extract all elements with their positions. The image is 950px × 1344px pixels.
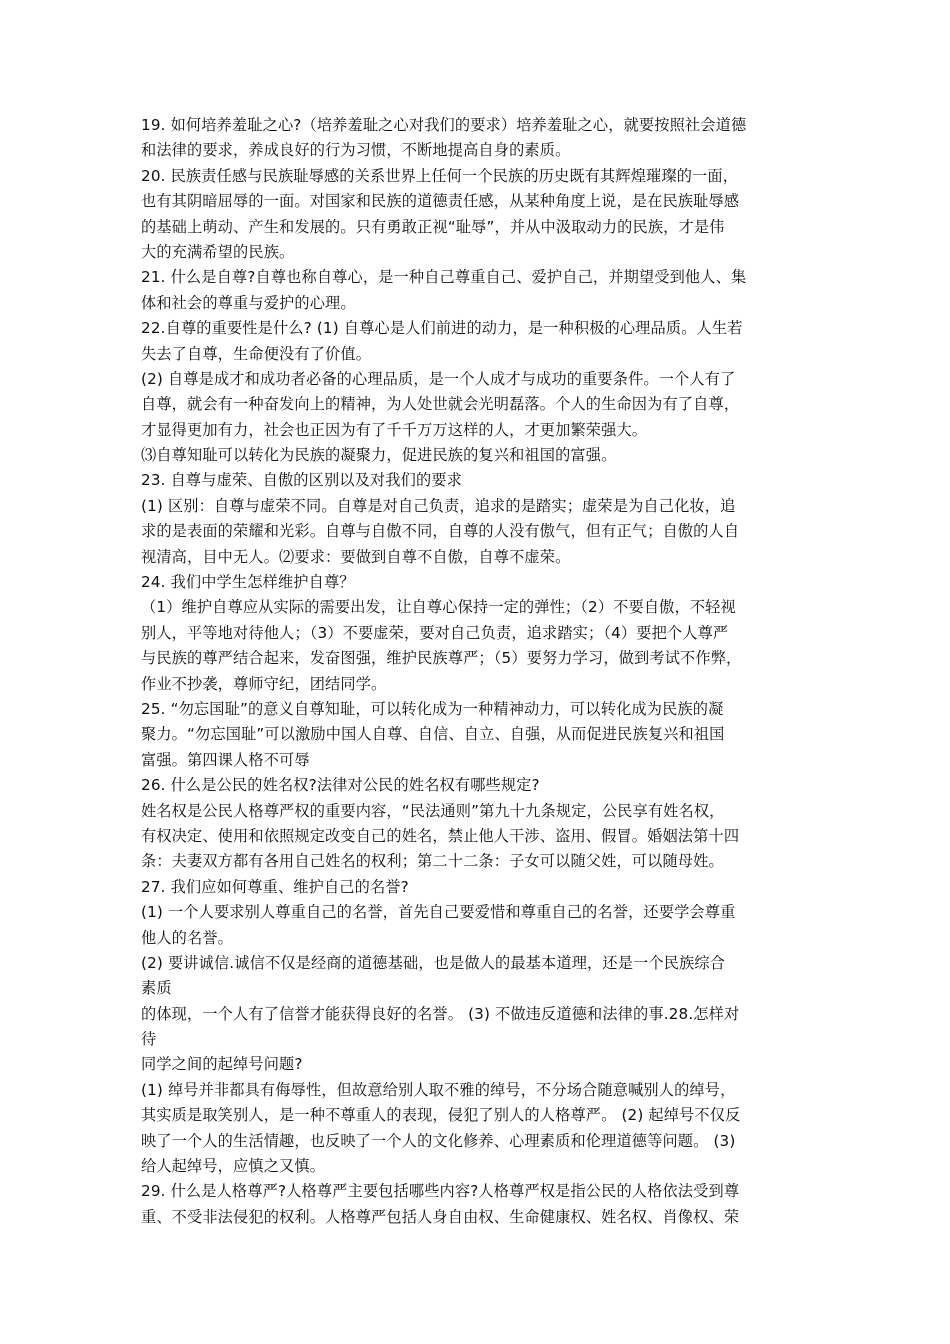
text-line: 的体现，一个人有了信誉才能获得良好的名誉。 (3) 不做违反道德和法律的事.28.怎样对 [141,1004,740,1023]
text-line: (1) 区别：自尊与虚荣不同。自尊是对自己负责，追求的是踏实；虚荣是为自己化妆，追 [141,496,736,515]
text-line: 大的充满希望的民族。 [141,242,295,261]
text-line: 21. 什么是自尊?自尊也称自尊心，是一种自己尊重自己、爱护自己，并期望受到他人、集 [141,268,747,287]
text-line: 有权决定、使用和依照规定改变自己的姓名，禁止他人干涉、盗用、假冒。婚姻法第十四 [141,826,740,845]
text-line: 别人，平等地对待他人；（3）不要虚荣，要对自己负责，追求踏实；（4）要把个人尊严 [141,623,729,642]
text-line: 姓名权是公民人格尊严权的重要内容，“民法通则”第九十九条规定，公民享有姓名权， [141,801,725,820]
text-line: 27. 我们应如何尊重、维护自己的名誉? [141,877,409,896]
text-line: 20. 民族责任感与民族耻辱感的关系世界上任何一个民族的历史既有其辉煌璀璨的一面， [141,166,739,185]
text-line: 的基础上萌动、产生和发展的。只有勇敢正视“耻辱”，并从中汲取动力的民族，才是伟 [141,217,725,236]
document-body [141,113,821,1230]
text-line: 23. 自尊与虚荣、自傲的区别以及对我们的要求 [141,471,462,490]
text-line: 24. 我们中学生怎样维护自尊？ [141,573,355,592]
text-line: 失去了自尊，生命便没有了价值。 [141,344,372,363]
text-line: ⑶自尊知耻可以转化为民族的凝聚力，促进民族的复兴和祖国的富强。 [141,446,617,465]
text-line: 求的是表面的荣耀和光彩。自尊与自傲不同，自尊的人没有傲气，但有正气；自傲的人自 [141,522,740,541]
text-line: 素质 [141,979,172,998]
text-line: 体和社会的尊重与爱护的心理。 [141,293,356,312]
text-line: （1）维护自尊应从实际的需要出发，让自尊心保持一定的弹性；（2）不要自傲，不轻视 [141,598,736,617]
text-line: 富强。第四课人格不可辱 [141,750,310,769]
text-line: 重、不受非法侵犯的权利。人格尊严包括人身自由权、生命健康权、姓名权、肖像权、荣 [141,1207,740,1226]
text-line: 视清高，目中无人。⑵要求：要做到自尊不自傲，自尊不虚荣。 [141,547,571,566]
text-line: 也有其阴暗屈辱的一面。对国家和民族的道德责任感，从某种角度上说，是在民族耻辱感 [141,192,740,211]
text-line: 才显得更加有力，社会也正因为有了千千万万这样的人，才更加繁荣强大。 [141,420,648,439]
text-line: 同学之间的起绰号问题? [141,1055,303,1074]
text-line: 映了一个人的生活情趣，也反映了一个人的文化修养、心理素质和伦理道德等问题。 (3) [141,1131,736,1150]
text-line: 其实质是取笑别人，是一种不尊重人的表现，侵犯了别人的人格尊严。 (2) 起绰号不仅反 [141,1106,741,1125]
text-line: (1) 绰号并非都具有侮辱性，但故意给别人取不雅的绰号，不分场合随意喊别人的绰号， [141,1080,736,1099]
text-line: 22.自尊的重要性是什么? (1) 自尊心是人们前进的动力，是一种积极的心理品质。人生若 [141,319,743,338]
text-line: (2) 要讲诚信.诚信不仅是经商的道德基础，也是做人的最基本道理，还是一个民族综合 [141,953,726,972]
text-line: 他人的名誉。 [141,928,234,947]
text-line: (1) 一个人要求别人尊重自己的名誉，首先自己要爱惜和尊重自己的名誉，还要学会尊重 [141,903,736,922]
text-line: 25. “勿忘国耻”的意义自尊知耻，可以转化成为一种精神动力，可以转化成为民族的凝 [141,699,724,718]
text-line: (2) 自尊是成才和成功者必备的心理品质，是一个人成才与成功的重要条件。一个人有了 [141,369,736,388]
text-line: 和法律的要求，养成良好的行为习惯，不断地提高自身的素质。 [141,141,571,160]
text-line: 待 [141,1030,157,1049]
text-line: 与民族的尊严结合起来，发奋图强，维护民族尊严；（5）要努力学习，做到考试不作弊， [141,649,742,668]
text-line: 给人起绰号，应慎之又慎。 [141,1157,326,1176]
text-line: 19. 如何培养羞耻之心?（培养羞耻之心对我们的要求）培养羞耻之心，就要按照社会道德 [141,116,747,134]
text-line: 自尊，就会有一种奋发向上的精神，为人处世就会光明磊落。个人的生命因为有了自尊， [141,395,740,414]
text-line: 聚力。“勿忘国耻”可以激励中国人自尊、自信、自立、自强，从而促进民族复兴和祖国 [141,725,725,744]
text-line: 29. 什么是人格尊严?人格尊严主要包括哪些内容?人格尊严权是指公民的人格依法受到尊 [141,1182,740,1201]
text-line: 作业不抄袭，尊师守纪，团结同学。 [141,674,387,693]
text-line: 26. 什么是公民的姓名权?法律对公民的姓名权有哪些规定? [141,776,540,795]
text-line: 条：夫妻双方都有各用自己姓名的权利；第二十二条：子女可以随父姓，可以随母姓。 [141,852,724,871]
